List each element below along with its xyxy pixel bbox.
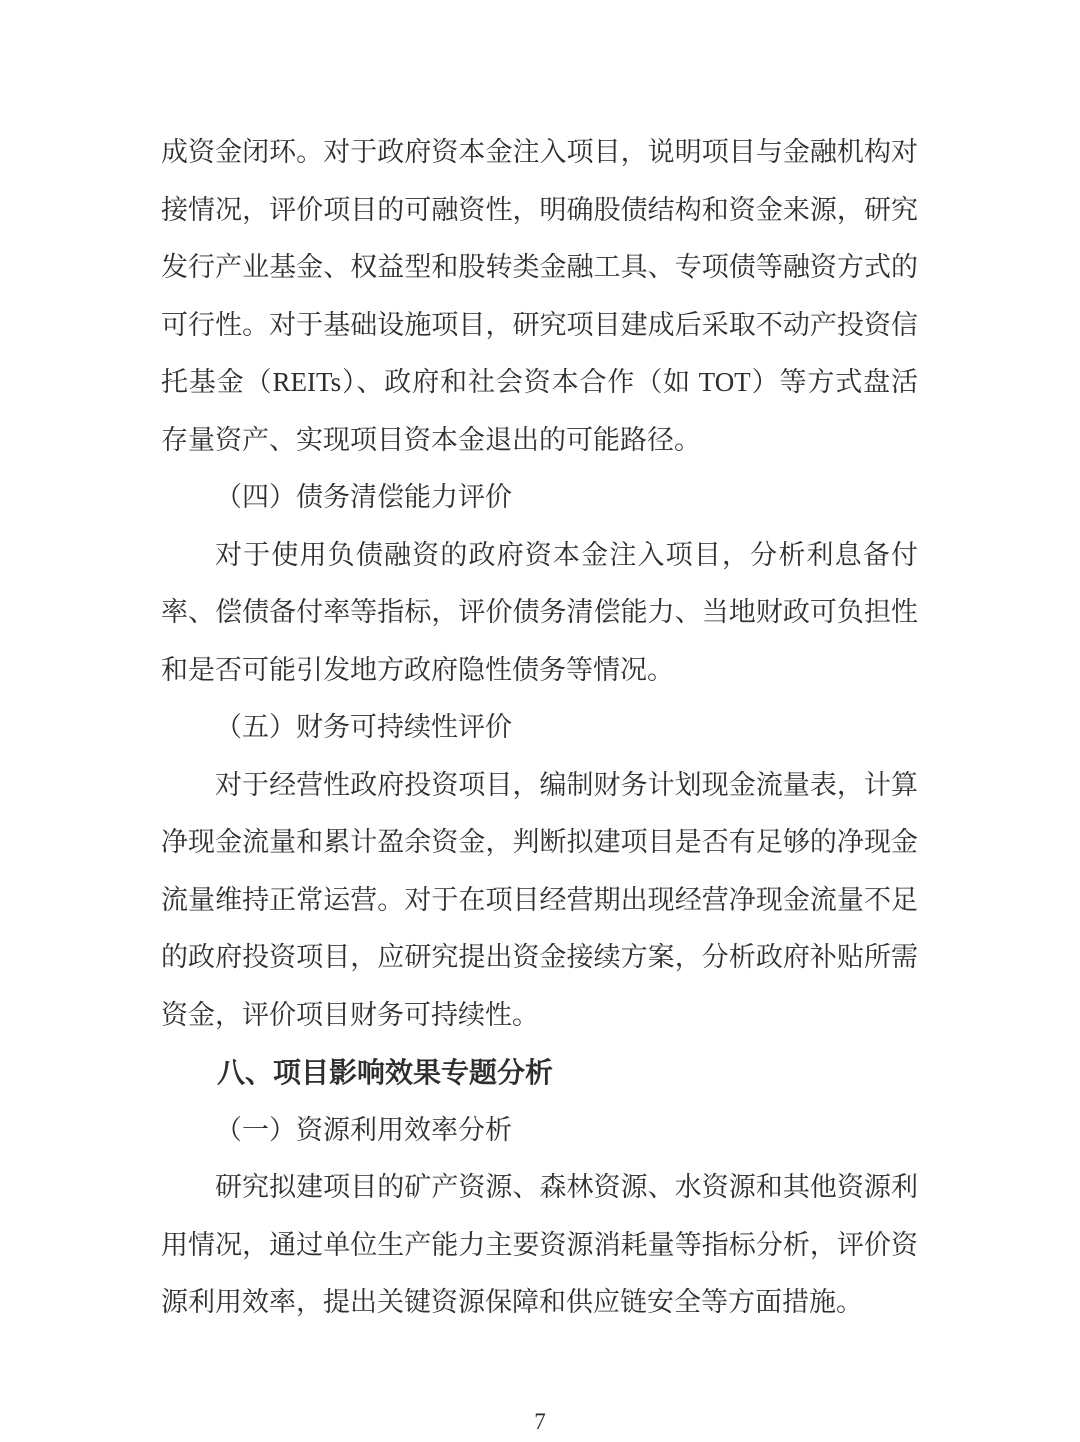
- chapter-heading-8: 八、项目影响效果专题分析: [217, 1057, 554, 1088]
- section-heading-5: （五）财务可持续性评价: [215, 712, 512, 742]
- section-heading-1: （一）资源利用效率分析: [215, 1114, 512, 1145]
- body-paragraph: 对于使用负债融资的政府资本金注入项目，分析利息备付率、偿债备付率等指标，评价债务清偿能力、当地财政可负担性和是否可能引发地方政府隐性债务等情况。: [161, 539, 918, 685]
- body-paragraph-continued: 成资金闭环。对于政府资本金注入项目，说明项目与金融机构对接情况，评价项目的可融资性，明确股债结构和资金来源，研究发行产业基金、权益型和股转类金融工具、专项债等融资方式的可行性。对于基础设施项目，研究项目建成后采取不动产投资信托基金（REITs）、政府和社会资本合作（如 TOT）等方式盘活存量资产、实现项目资本金退出的可能路径。: [161, 137, 918, 455]
- section-heading-4: （四）债务清偿能力评价: [215, 482, 512, 512]
- page-number: 7: [534, 1409, 546, 1434]
- document-content: [161, 124, 918, 1332]
- body-paragraph: 研究拟建项目的矿产资源、森林资源、水资源和其他资源利用情况，通过单位生产能力主要资源消耗量等指标分析，评价资源利用效率，提出关键资源保障和供应链安全等方面措施。: [161, 1172, 918, 1317]
- body-paragraph: 对于经营性政府投资项目，编制财务计划现金流量表，计算净现金流量和累计盈余资金，判断拟建项目是否有足够的净现金流量维持正常运营。对于在项目经营期出现经营净现金流量不足的政府投资项目，应研究提出资金接续方案，分析政府补贴所需资金，评价项目财务可持续性。: [161, 769, 918, 1030]
